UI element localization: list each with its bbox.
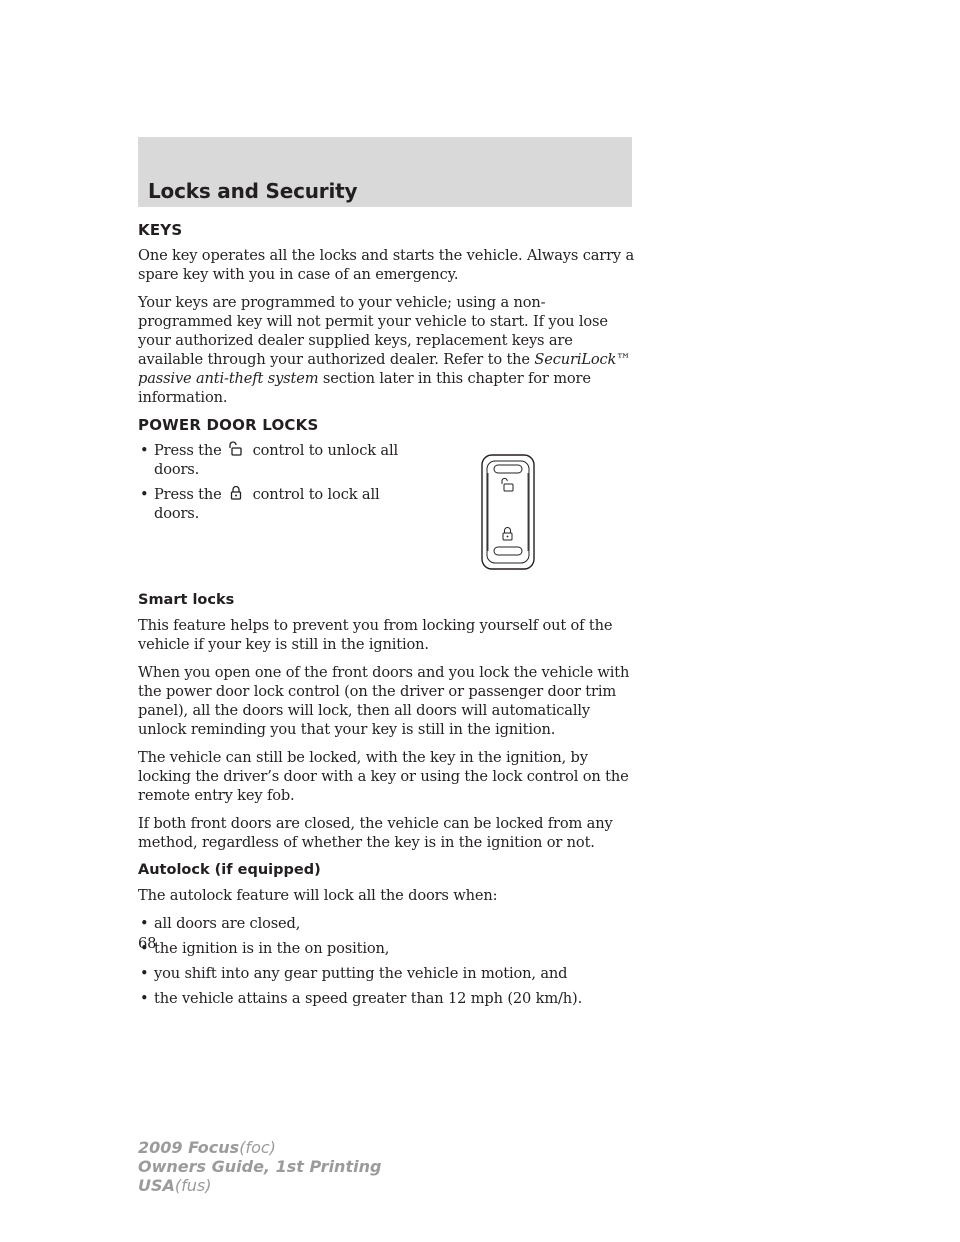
door-lock-switch-illustration bbox=[478, 453, 538, 571]
smart-locks-paragraph-1: This feature helps to prevent you from locking yourself out of the vehicle if your key is still in the ignition. bbox=[138, 617, 613, 653]
list-item: • you shift into any gear putting the vehicle in motion, and bbox=[138, 964, 638, 983]
securilock-reference: SecuriLock™ passive anti-theft system bbox=[138, 351, 631, 387]
power-door-locks-block bbox=[138, 441, 638, 591]
keys-heading: KEYS bbox=[138, 221, 183, 239]
list-item: • the ignition is in the on position, bbox=[138, 939, 638, 958]
footer-line-3 bbox=[138, 1176, 381, 1195]
footer-line-1 bbox=[138, 1138, 381, 1157]
lock-icon bbox=[228, 485, 244, 501]
unlock-icon bbox=[228, 441, 244, 457]
footer-edition: Owners Guide, 1st Printing bbox=[138, 1157, 382, 1176]
autolock-intro: The autolock feature will lock all the doors when: bbox=[138, 887, 498, 904]
smart-locks-paragraph-4: If both front doors are closed, the vehicle can be locked from any method, regardless of whether the key is in the ignition or not. bbox=[138, 815, 613, 851]
footer-model: 2009 Focus bbox=[138, 1138, 240, 1157]
footer-line-2 bbox=[138, 1157, 381, 1176]
autolock-conditions-list bbox=[138, 914, 638, 1008]
power-door-locks-heading: POWER DOOR LOCKS bbox=[138, 416, 319, 434]
keys-paragraph-2-text: Your keys are programmed to your vehicle; using a non-programmed key will not permit your vehicle to start. If you lose your authorized dealer supplied keys, replacement keys are available through your authorized dealer. Refer to the bbox=[138, 294, 608, 368]
keys-paragraph-2 bbox=[138, 293, 638, 407]
lock-text-end: control to lock all doors. bbox=[154, 486, 380, 522]
footer-model-code: (foc) bbox=[239, 1138, 276, 1157]
list-item: • the vehicle attains a speed greater than 12 mph (20 km/h). bbox=[138, 989, 638, 1008]
smart-locks-heading: Smart locks bbox=[138, 592, 235, 608]
unlock-instruction bbox=[138, 441, 398, 479]
print-footer bbox=[138, 1138, 381, 1195]
keys-paragraph-2-text-end: section later in this chapter for more information. bbox=[138, 370, 591, 406]
section-header-band bbox=[138, 137, 632, 207]
footer-market-code: (fus) bbox=[174, 1176, 212, 1195]
unlock-text-start: Press the bbox=[154, 442, 222, 459]
lock-instruction bbox=[138, 485, 398, 523]
autolock-heading: Autolock (if equipped) bbox=[138, 862, 321, 878]
footer-market: USA bbox=[138, 1176, 175, 1195]
page-content bbox=[138, 221, 638, 1017]
keys-paragraph-1: One key operates all the locks and starts the vehicle. Always carry a spare key with you in case of an emergency. bbox=[138, 247, 635, 283]
smart-locks-paragraph-2: When you open one of the front doors and you lock the vehicle with the power door lock control (on the driver or passenger door trim panel), all the doors will lock, then all doors will automatically unlock reminding you that your key is still in the ignition. bbox=[138, 664, 630, 738]
lock-text-start: Press the bbox=[154, 486, 222, 503]
list-item: • all doors are closed, bbox=[138, 914, 638, 933]
page-number: 68 bbox=[138, 935, 157, 952]
power-door-locks-list bbox=[138, 441, 398, 523]
section-title: Locks and Security bbox=[148, 179, 358, 203]
smart-locks-paragraph-3: The vehicle can still be locked, with the key in the ignition, by locking the driver’s door with a key or using the lock control on the remote entry key fob. bbox=[138, 749, 629, 804]
unlock-text-end: control to unlock all doors. bbox=[154, 442, 398, 478]
